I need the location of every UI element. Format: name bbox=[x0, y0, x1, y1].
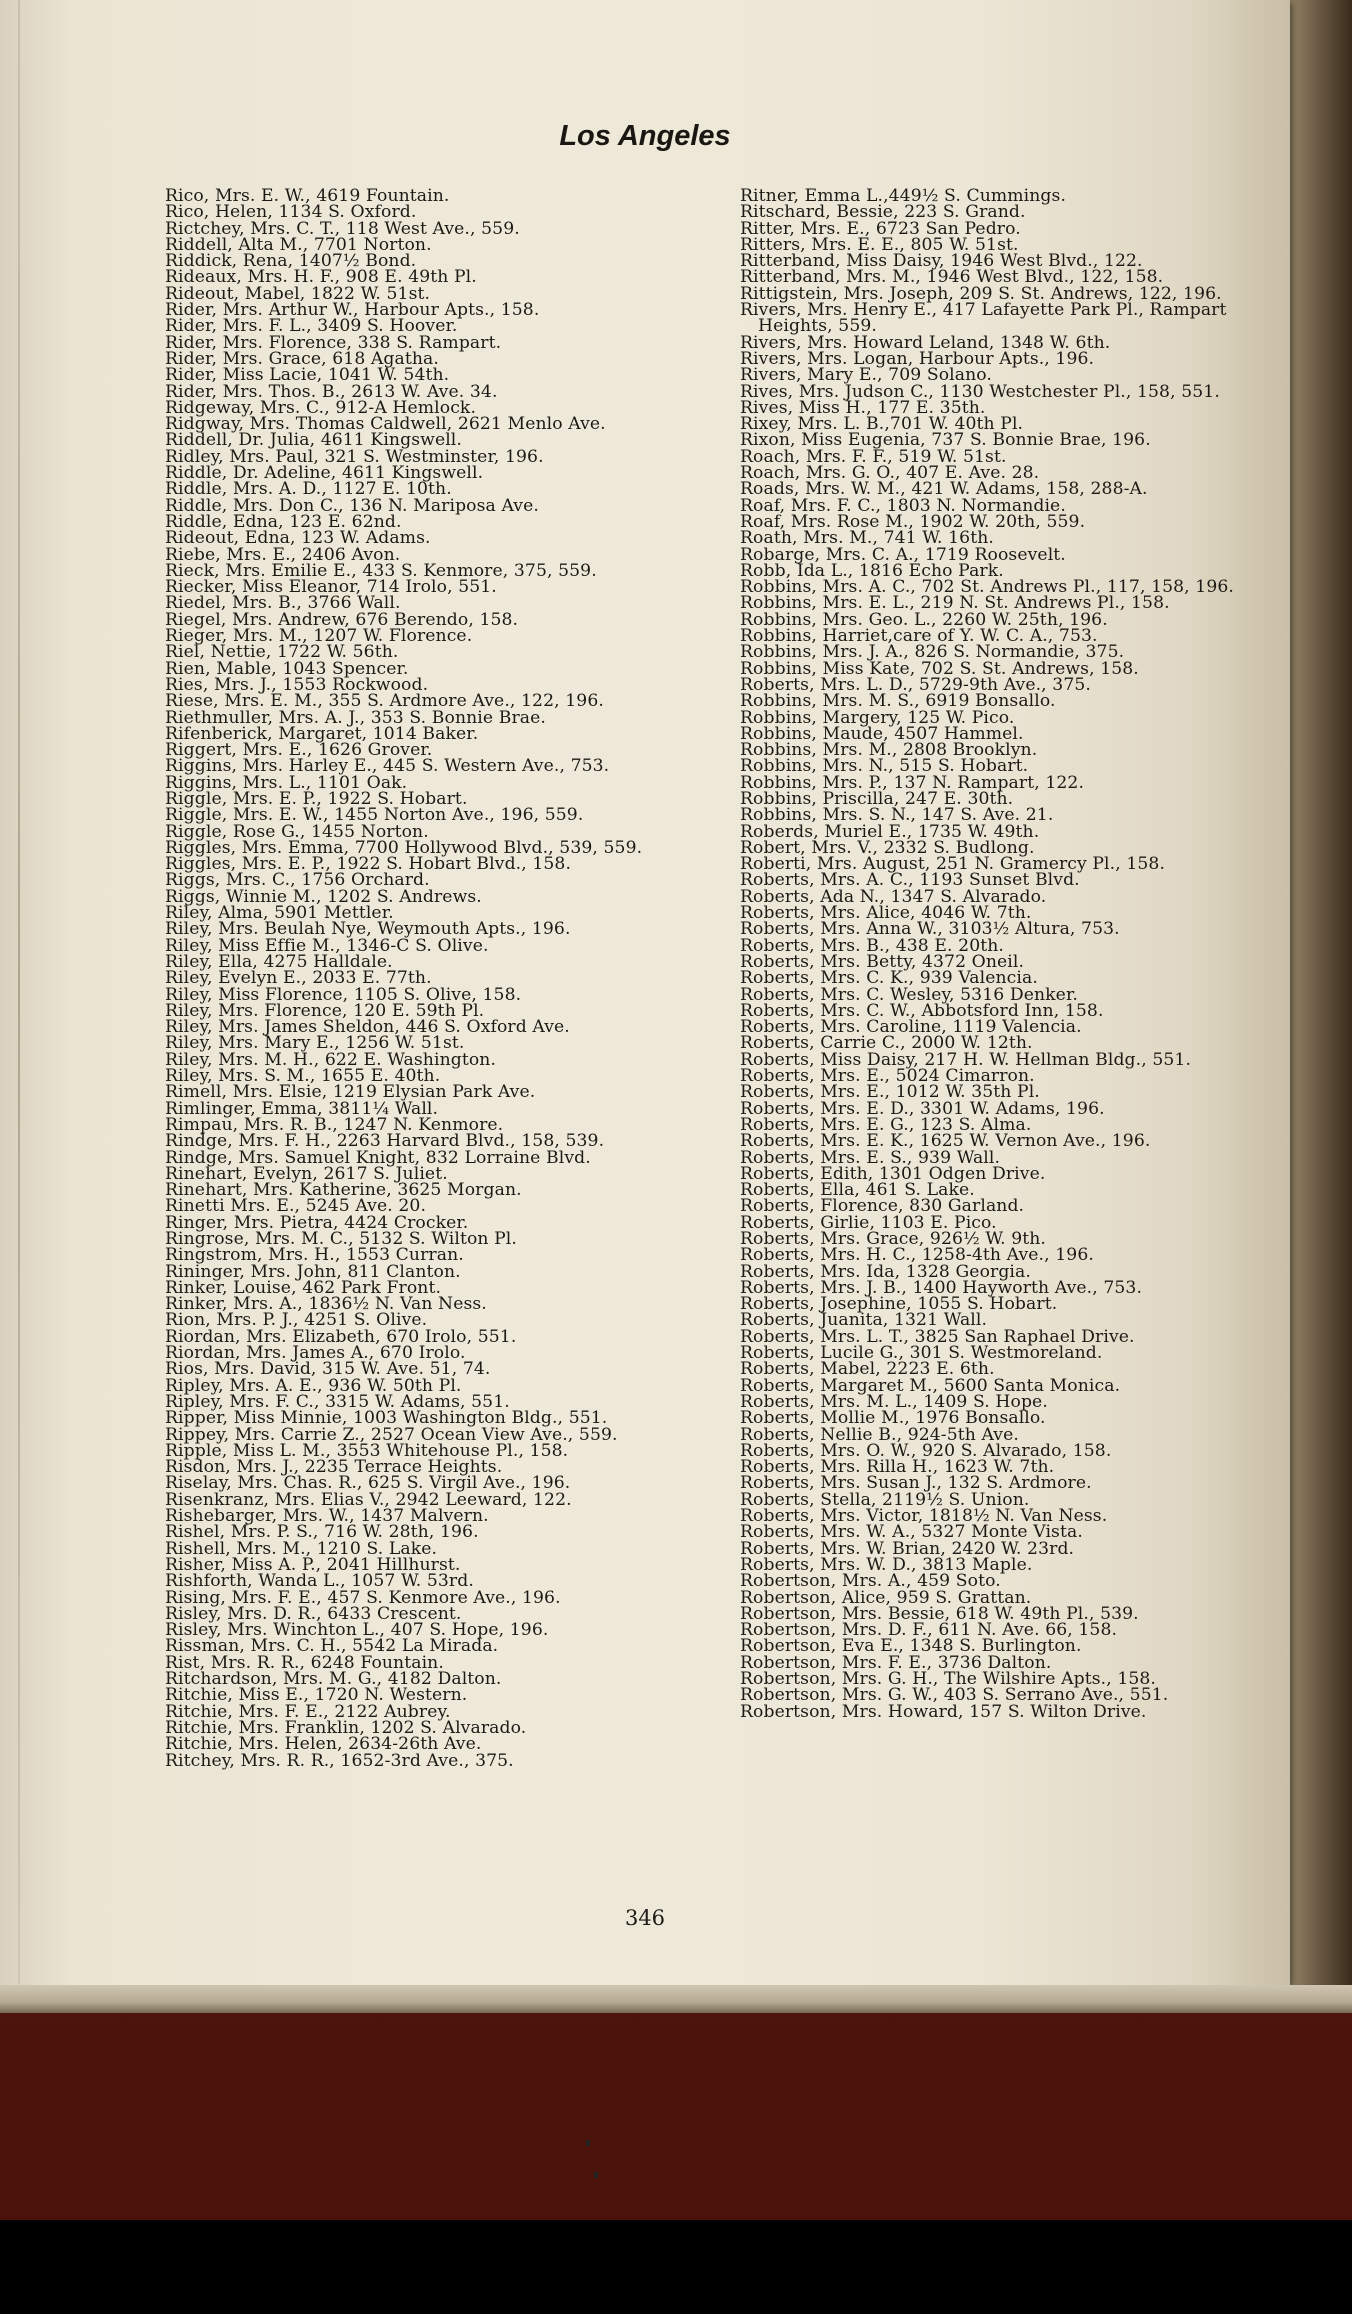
directory-entry: Rist, Mrs. R. R., 6248 Fountain. bbox=[165, 1652, 444, 1673]
directory-entry: Riddle, Mrs. A. D., 1127 E. 10th. bbox=[165, 479, 452, 500]
directory-entry: Roberts, Mrs. E., 5024 Cimarron. bbox=[740, 1066, 1035, 1087]
directory-entry: Risdon, Mrs. J., 2235 Terrace Heights. bbox=[165, 1457, 503, 1478]
directory-entry: Roath, Mrs. M., 741 W. 16th. bbox=[740, 528, 994, 549]
directory-entry: Ries, Mrs. J., 1553 Rockwood. bbox=[165, 674, 429, 695]
directory-entry: Rider, Mrs. F. L., 3409 S. Hoover. bbox=[165, 316, 458, 337]
directory-entry: Robertson, Mrs. Bessie, 618 W. 49th Pl., 539. bbox=[740, 1603, 1139, 1624]
binding-gutter bbox=[18, 0, 20, 1985]
directory-entry: Ritchardson, Mrs. M. G., 4182 Dalton. bbox=[165, 1669, 502, 1690]
directory-entry: Ritter, Mrs. E., 6723 San Pedro. bbox=[740, 218, 1021, 239]
directory-entry: Rixon, Miss Eugenia, 737 S. Bonnie Brae, 196. bbox=[740, 430, 1151, 451]
directory-entry: Riley, Evelyn E., 2033 E. 77th. bbox=[165, 968, 432, 989]
directory-entry: Roberts, Mrs. Caroline, 1119 Valencia. bbox=[740, 1017, 1082, 1038]
directory-entry: Roberts, Mrs. M. L., 1409 S. Hope. bbox=[740, 1391, 1048, 1412]
directory-entry: Robbins, Harriet,care of Y. W. C. A., 753. bbox=[740, 626, 1098, 647]
directory-entry: Ritchie, Miss E., 1720 N. Western. bbox=[165, 1685, 468, 1706]
directory-entry: Robbins, Mrs. M., 2808 Brooklyn. bbox=[740, 740, 1038, 761]
directory-entry: Roach, Mrs. F. F., 519 W. 51st. bbox=[740, 446, 1007, 467]
directory-entry: Rieck, Mrs. Emilie E., 433 S. Kenmore, 375, 559. bbox=[165, 560, 597, 581]
directory-entry: Riggle, Mrs. E. P., 1922 S. Hobart. bbox=[165, 788, 468, 809]
directory-entry: Riggles, Mrs. E. P., 1922 S. Hobart Blvd., 158. bbox=[165, 854, 572, 875]
directory-entry: Robbins, Mrs. P., 137 N. Rampart, 122. bbox=[740, 772, 1085, 793]
directory-entry: Rideout, Mabel, 1822 W. 51st. bbox=[165, 283, 431, 304]
directory-entry: Robertson, Alice, 959 S. Grattan. bbox=[740, 1587, 1032, 1608]
directory-entry: Riley, Alma, 5901 Mettler. bbox=[165, 903, 394, 924]
directory-entry: Riecker, Miss Eleanor, 714 Irolo, 551. bbox=[165, 577, 497, 598]
directory-entry: Ritters, Mrs. E. E., 805 W. 51st. bbox=[740, 234, 1019, 255]
directory-entry: Roaf, Mrs. F. C., 1803 N. Normandie. bbox=[740, 495, 1066, 516]
directory-entry: Robertson, Mrs. Howard, 157 S. Wilton Drive. bbox=[740, 1701, 1147, 1722]
page-header: Los Angeles bbox=[559, 120, 731, 152]
directory-entry: Ripper, Miss Minnie, 1003 Washington Bldg., 551. bbox=[165, 1408, 608, 1429]
directory-entry: Riegel, Mrs. Andrew, 676 Berendo, 158. bbox=[165, 609, 519, 630]
directory-entry: Riley, Mrs. S. M., 1655 E. 40th. bbox=[165, 1066, 441, 1087]
directory-entry: Riel, Nettie, 1722 W. 56th. bbox=[165, 642, 399, 663]
directory-entry: Roberts, Mrs. E., 1012 W. 35th Pl. bbox=[740, 1082, 1040, 1103]
directory-entry: Roberts, Mrs. O. W., 920 S. Alvarado, 158. bbox=[740, 1440, 1112, 1461]
directory-entry: Roberts, Mrs. L. D., 5729-9th Ave., 375. bbox=[740, 674, 1091, 695]
directory-entry: Roberts, Mrs. Betty, 4372 Oneil. bbox=[740, 951, 1025, 972]
directory-entry: Ritterband, Mrs. M., 1946 West Blvd., 122, 158. bbox=[740, 267, 1164, 288]
directory-entry: Roberts, Florence, 830 Garland. bbox=[740, 1196, 1025, 1217]
directory-entry: Riggins, Mrs. L., 1101 Oak. bbox=[165, 772, 408, 793]
directory-entry: Roberts, Carrie C., 2000 W. 12th. bbox=[740, 1033, 1033, 1054]
dust-speck bbox=[586, 2140, 590, 2146]
directory-entry: Roberts, Edith, 1301 Odgen Drive. bbox=[740, 1163, 1046, 1184]
directory-entry: Riddle, Edna, 123 E. 62nd. bbox=[165, 511, 402, 532]
directory-entry: Riordan, Mrs. James A., 670 Irolo. bbox=[165, 1343, 466, 1364]
directory-entry: Riddle, Mrs. Don C., 136 N. Mariposa Ave. bbox=[165, 495, 539, 516]
directory-entry: Robert, Mrs. V., 2332 S. Budlong. bbox=[740, 837, 1035, 858]
directory-entry: Rider, Mrs. Grace, 618 Agatha. bbox=[165, 348, 439, 369]
directory-entry: Rixey, Mrs. L. B.,701 W. 40th Pl. bbox=[740, 414, 1024, 435]
directory-entry: Rittigstein, Mrs. Joseph, 209 S. St. Andrews, 122, 196. bbox=[740, 283, 1222, 304]
directory-entry: Riddle, Dr. Adeline, 4611 Kingswell. bbox=[165, 463, 484, 484]
directory-entry: Roberts, Mrs. H. C., 1258-4th Ave., 196. bbox=[740, 1245, 1094, 1266]
directory-entry: Rideaux, Mrs. H. F., 908 E. 49th Pl. bbox=[165, 267, 477, 288]
directory-entry: Rico, Mrs. E. W., 4619 Fountain. bbox=[165, 186, 450, 206]
directory-entry: Ridgeway, Mrs. C., 912-A Hemlock. bbox=[165, 397, 477, 418]
directory-entry: Roberts, Mrs. E. D., 3301 W. Adams, 196. bbox=[740, 1098, 1105, 1119]
directory-entry: Roberts, Mrs. E. S., 939 Wall. bbox=[740, 1147, 1001, 1168]
directory-entry: Rising, Mrs. F. E., 457 S. Kenmore Ave., 196. bbox=[165, 1587, 561, 1608]
directory-entry: Ritschard, Bessie, 223 S. Grand. bbox=[740, 202, 1026, 223]
directory-entry: Robbins, Mrs. A. C., 702 St. Andrews Pl., 117, 158, 196. bbox=[740, 577, 1234, 598]
directory-entry: Ritner, Emma L.,449½ S. Cummings. bbox=[740, 186, 1067, 206]
directory-entry: Ritterband, Miss Daisy, 1946 West Blvd., 122. bbox=[740, 251, 1143, 272]
directory-entry: Riethmuller, Mrs. A. J., 353 S. Bonnie Brae. bbox=[165, 707, 546, 728]
directory-entry: Robertson, Eva E., 1348 S. Burlington. bbox=[740, 1636, 1082, 1657]
directory-entry: Roberds, Muriel E., 1735 W. 49th. bbox=[740, 821, 1040, 842]
directory-entry: Ridgway, Mrs. Thomas Caldwell, 2621 Menlo Ave. bbox=[165, 414, 606, 435]
directory-entry: Rinker, Mrs. A., 1836½ N. Van Ness. bbox=[165, 1294, 487, 1315]
directory-entry: Riggles, Mrs. Emma, 7700 Hollywood Blvd., 539, 559. bbox=[165, 837, 643, 858]
directory-entry: Riley, Miss Florence, 1105 S. Olive, 158. bbox=[165, 984, 522, 1005]
directory-entry: Rishel, Mrs. P. S., 716 W. 28th, 196. bbox=[165, 1522, 479, 1543]
directory-entry: Robbins, Mrs. Geo. L., 2260 W. 25th, 196. bbox=[740, 609, 1108, 630]
page-bottom-edge bbox=[0, 1985, 1352, 2013]
directory-entry: Roberts, Ella, 461 S. Lake. bbox=[740, 1180, 975, 1201]
directory-entry: Rien, Mable, 1043 Spencer. bbox=[165, 658, 409, 679]
directory-entry: Roach, Mrs. G. O., 407 E. Ave. 28. bbox=[740, 463, 1040, 484]
directory-entry: Roberts, Mrs. Rilla H., 1623 W. 7th. bbox=[740, 1457, 1055, 1478]
directory-entry: Rifenberick, Margaret, 1014 Baker. bbox=[165, 723, 479, 744]
directory-entry: Roberts, Mrs. B., 438 E. 20th. bbox=[740, 935, 1004, 956]
directory-entry: Riley, Mrs. Beulah Nye, Weymouth Apts., 196. bbox=[165, 919, 571, 940]
directory-entry: Robbins, Maude, 4507 Hammel. bbox=[740, 723, 1024, 744]
directory-entry: Robbins, Mrs. M. S., 6919 Bonsallo. bbox=[740, 691, 1056, 712]
directory-entry: Rimpau, Mrs. R. B., 1247 N. Kenmore. bbox=[165, 1114, 504, 1135]
directory-entry: Ripley, Mrs. A. E., 936 W. 50th Pl. bbox=[165, 1375, 462, 1396]
directory-entry: Ringstrom, Mrs. H., 1553 Curran. bbox=[165, 1245, 464, 1266]
directory-entry: Roberts, Mrs. W. A., 5327 Monte Vista. bbox=[740, 1522, 1083, 1543]
directory-entry: Rider, Mrs. Florence, 338 S. Rampart. bbox=[165, 332, 502, 353]
directory-entry: Robarge, Mrs. C. A., 1719 Roosevelt. bbox=[740, 544, 1066, 565]
directory-entry: Riordan, Mrs. Elizabeth, 670 Irolo, 551. bbox=[165, 1326, 517, 1347]
directory-entry: Roberts, Mrs. Susan J., 132 S. Ardmore. bbox=[740, 1473, 1092, 1494]
directory-entry: Ringrose, Mrs. M. C., 5132 S. Wilton Pl. bbox=[165, 1229, 517, 1249]
directory-entry: Roaf, Mrs. Rose M., 1902 W. 20th, 559. bbox=[740, 511, 1086, 532]
directory-entry: Roberts, Josephine, 1055 S. Hobart. bbox=[740, 1294, 1058, 1315]
directory-entry: Roberts, Miss Daisy, 217 H. W. Hellman Bldg., 551. bbox=[740, 1049, 1192, 1070]
directory-entry: Rimlinger, Emma, 3811¼ Wall. bbox=[165, 1098, 439, 1119]
directory-entry: Risher, Miss A. P., 2041 Hillhurst. bbox=[165, 1554, 461, 1575]
directory-entry: Robbins, Miss Kate, 702 S. St. Andrews, 158. bbox=[740, 658, 1139, 679]
directory-entry: Riselay, Mrs. Chas. R., 625 S. Virgil Ave., 196. bbox=[165, 1473, 571, 1494]
directory-entry: Roberts, Juanita, 1321 Wall. bbox=[740, 1310, 988, 1331]
directory-entry: Robertson, Mrs. A., 459 Soto. bbox=[740, 1571, 1001, 1592]
directory-entry: Riley, Mrs. Florence, 120 E. 59th Pl. bbox=[165, 1000, 485, 1021]
directory-entry: Robertson, Mrs. G. H., The Wilshire Apts., 158. bbox=[740, 1669, 1156, 1690]
directory-entry: Rinehart, Mrs. Katherine, 3625 Morgan. bbox=[165, 1180, 522, 1201]
directory-entry: Rindge, Mrs. F. H., 2263 Harvard Blvd., 158, 539. bbox=[165, 1131, 605, 1152]
directory-entry: Riggle, Mrs. E. W., 1455 Norton Ave., 196, 559. bbox=[165, 805, 584, 826]
directory-entry: Riley, Mrs. James Sheldon, 446 S. Oxford Ave. bbox=[165, 1017, 570, 1038]
directory-entry: Roberts, Mollie M., 1976 Bonsallo. bbox=[740, 1408, 1046, 1429]
directory-entry: Robbins, Mrs. J. A., 826 S. Normandie, 375. bbox=[740, 642, 1125, 663]
directory-entry: Robbins, Mrs. N., 515 S. Hobart. bbox=[740, 756, 1029, 777]
directory-entry: Rider, Miss Lacie, 1041 W. 54th. bbox=[165, 365, 450, 386]
directory-entry: Roberts, Mrs. Alice, 4046 W. 7th. bbox=[740, 903, 1032, 924]
directory-entry: Roberts, Mrs. C. W., Abbotsford Inn, 158. bbox=[740, 1000, 1104, 1021]
right-column bbox=[740, 188, 1250, 1720]
directory-entry: Rishforth, Wanda L., 1057 W. 53rd. bbox=[165, 1571, 474, 1592]
directory-entry: Rideout, Edna, 123 W. Adams. bbox=[165, 528, 431, 549]
directory-entry: Riedel, Mrs. B., 3766 Wall. bbox=[165, 593, 401, 614]
directory-entry: Rico, Helen, 1134 S. Oxford. bbox=[165, 202, 417, 223]
directory-entry: Roberts, Mabel, 2223 E. 6th. bbox=[740, 1359, 995, 1380]
directory-entry: Rives, Miss H., 177 E. 35th. bbox=[740, 397, 986, 418]
directory-entry: Riebe, Mrs. E., 2406 Avon. bbox=[165, 544, 401, 565]
directory-entry: Riggert, Mrs. E., 1626 Grover. bbox=[165, 740, 433, 761]
directory-entry: Roberts, Stella, 2119½ S. Union. bbox=[740, 1489, 1030, 1510]
directory-entry: Roberts, Lucile G., 301 S. Westmoreland. bbox=[740, 1343, 1103, 1364]
directory-entry: Robertson, Mrs. G. W., 403 S. Serrano Ave., 551. bbox=[740, 1685, 1169, 1706]
directory-entry: Rider, Mrs. Thos. B., 2613 W. Ave. 34. bbox=[165, 381, 498, 402]
directory-entry: Rimell, Mrs. Elsie, 1219 Elysian Park Ave. bbox=[165, 1082, 536, 1103]
directory-entry: Roberts, Nellie B., 924-5th Ave. bbox=[740, 1424, 1019, 1445]
directory-entry: Robb, Ida L., 1816 Echo Park. bbox=[740, 560, 1004, 581]
directory-entry: Roberts, Mrs. Grace, 926½ W. 9th. bbox=[740, 1229, 1047, 1249]
directory-entry: Roads, Mrs. W. M., 421 W. Adams, 158, 288-A. bbox=[740, 479, 1148, 500]
directory-entry: Rivers, Mary E., 709 Solano. bbox=[740, 365, 992, 386]
directory-entry: Ridley, Mrs. Paul, 321 S. Westminster, 196. bbox=[165, 446, 544, 467]
directory-entry: Roberts, Mrs. J. B., 1400 Hayworth Ave., 753. bbox=[740, 1277, 1143, 1298]
directory-entry: Riese, Mrs. E. M., 355 S. Ardmore Ave., 122, 196. bbox=[165, 691, 604, 712]
directory-entry: Roberts, Margaret M., 5600 Santa Monica. bbox=[740, 1375, 1121, 1396]
directory-entry: Roberts, Mrs. W. Brian, 2420 W. 23rd. bbox=[740, 1538, 1075, 1559]
directory-entry: Riddell, Alta M., 7701 Norton. bbox=[165, 234, 432, 255]
directory-entry: Risenkranz, Mrs. Elias V., 2942 Leeward, 122. bbox=[165, 1489, 572, 1510]
directory-entry: Rininger, Mrs. John, 811 Clanton. bbox=[165, 1261, 461, 1282]
directory-entry: Robertson, Mrs. D. F., 611 N. Ave. 66, 158. bbox=[740, 1620, 1118, 1641]
directory-entry: Rinehart, Evelyn, 2617 S. Juliet. bbox=[165, 1163, 448, 1184]
directory-entry: Risley, Mrs. Winchton L., 407 S. Hope, 196. bbox=[165, 1620, 549, 1641]
directory-entry: Roberts, Mrs. A. C., 1193 Sunset Blvd. bbox=[740, 870, 1080, 891]
directory-entry: Roberts, Ada N., 1347 S. Alvarado. bbox=[740, 886, 1047, 907]
directory-entry: Rion, Mrs. P. J., 4251 S. Olive. bbox=[165, 1310, 428, 1331]
directory-entry: Rinker, Louise, 462 Park Front. bbox=[165, 1277, 442, 1298]
directory-entry: Robbins, Mrs. S. N., 147 S. Ave. 21. bbox=[740, 805, 1054, 826]
directory-entry: Rives, Mrs. Judson C., 1130 Westchester Pl., 158, 551. bbox=[740, 381, 1220, 402]
directory-entry: Roberts, Mrs. W. D., 3813 Maple. bbox=[740, 1554, 1033, 1575]
directory-entry: Roberts, Mrs. Ida, 1328 Georgia. bbox=[740, 1261, 1031, 1282]
page-number: 346 bbox=[624, 1906, 666, 1930]
directory-entry: Riddick, Rena, 1407½ Bond. bbox=[165, 251, 417, 272]
directory-entry: Roberts, Mrs. C. K., 939 Valencia. bbox=[740, 968, 1038, 989]
directory-entry: Roberts, Mrs. E. G., 123 S. Alma. bbox=[740, 1114, 1032, 1135]
directory-entry: Rindge, Mrs. Samuel Knight, 832 Lorraine Blvd. bbox=[165, 1147, 591, 1168]
directory-entry: Rippey, Mrs. Carrie Z., 2527 Ocean View Ave., 559. bbox=[165, 1424, 618, 1445]
directory-entry: Rictchey, Mrs. C. T., 118 West Ave., 559. bbox=[165, 218, 520, 239]
directory-entry: Rivers, Mrs. Henry E., 417 Lafayette Park Pl., Rampart Heights, 559. bbox=[740, 300, 1227, 337]
directory-entry: Riggs, Winnie M., 1202 S. Andrews. bbox=[165, 886, 482, 907]
dark-background-strip bbox=[0, 2220, 1352, 2314]
directory-entry: Rios, Mrs. David, 315 W. Ave. 51, 74. bbox=[165, 1359, 491, 1380]
directory-entry: Riddell, Dr. Julia, 4611 Kingswell. bbox=[165, 430, 462, 451]
directory-entry: Riggs, Mrs. C., 1756 Orchard. bbox=[165, 870, 430, 891]
directory-entry: Rinetti Mrs. E., 5245 Ave. 20. bbox=[165, 1196, 427, 1217]
directory-entry: Ripple, Miss L. M., 3553 Whitehouse Pl., 158. bbox=[165, 1440, 569, 1461]
directory-entry: Rissman, Mrs. C. H., 5542 La Mirada. bbox=[165, 1636, 499, 1657]
directory-entry: Risley, Mrs. D. R., 6433 Crescent. bbox=[165, 1603, 462, 1624]
directory-entry: Rieger, Mrs. M., 1207 W. Florence. bbox=[165, 626, 473, 647]
directory-entry: Rivers, Mrs. Howard Leland, 1348 W. 6th. bbox=[740, 332, 1111, 353]
directory-entry: Roberts, Girlie, 1103 E. Pico. bbox=[740, 1212, 997, 1233]
directory-entry: Roberti, Mrs. August, 251 N. Gramercy Pl., 158. bbox=[740, 854, 1166, 875]
directory-entry: Roberts, Mrs. E. K., 1625 W. Vernon Ave., 196. bbox=[740, 1131, 1151, 1152]
directory-entry: Riggle, Rose G., 1455 Norton. bbox=[165, 821, 429, 842]
directory-entry: Riley, Miss Effie M., 1346-C S. Olive. bbox=[165, 935, 489, 956]
directory-entry: Rivers, Mrs. Logan, Harbour Apts., 196. bbox=[740, 348, 1095, 369]
directory-entry: Ripley, Mrs. F. C., 3315 W. Adams, 551. bbox=[165, 1391, 510, 1412]
directory-entry: Robbins, Priscilla, 247 E. 30th. bbox=[740, 788, 1014, 809]
directory-entry: Rishebarger, Mrs. W., 1437 Malvern. bbox=[165, 1506, 489, 1527]
directory-entry: Riggins, Mrs. Harley E., 445 S. Western Ave., 753. bbox=[165, 756, 610, 777]
directory-entry: Ritchie, Mrs. Franklin, 1202 S. Alvarado. bbox=[165, 1717, 527, 1738]
directory-entry: Robbins, Mrs. E. L., 219 N. St. Andrews Pl., 158. bbox=[740, 593, 1170, 614]
directory-entry: Robertson, Mrs. F. E., 3736 Dalton. bbox=[740, 1652, 1052, 1673]
directory-entry: Riley, Mrs. Mary E., 1256 W. 51st. bbox=[165, 1033, 465, 1054]
directory-entry: Ritchey, Mrs. R. R., 1652-3rd Ave., 375. bbox=[165, 1750, 514, 1771]
directory-entry: Roberts, Mrs. Anna W., 3103½ Altura, 753. bbox=[740, 919, 1120, 940]
directory-entry: Ritchie, Mrs. Helen, 2634-26th Ave. bbox=[165, 1734, 482, 1755]
directory-entry: Roberts, Mrs. Victor, 1818½ N. Van Ness. bbox=[740, 1506, 1108, 1527]
directory-entry: Riley, Ella, 4275 Halldale. bbox=[165, 951, 393, 972]
directory-entry: Ringer, Mrs. Pietra, 4424 Crocker. bbox=[165, 1212, 469, 1233]
directory-entry: Ritchie, Mrs. F. E., 2122 Aubrey. bbox=[165, 1701, 451, 1722]
directory-entry: Roberts, Mrs. C. Wesley, 5316 Denker. bbox=[740, 984, 1078, 1005]
directory-entry: Roberts, Mrs. L. T., 3825 San Raphael Drive. bbox=[740, 1326, 1135, 1347]
directory-entry: Robbins, Margery, 125 W. Pico. bbox=[740, 707, 1015, 728]
directory-entry: Rider, Mrs. Arthur W., Harbour Apts., 158. bbox=[165, 300, 540, 321]
left-column bbox=[165, 188, 735, 1769]
directory-entry: Riley, Mrs. M. H., 622 E. Washington. bbox=[165, 1049, 497, 1070]
directory-entry: Rishell, Mrs. M., 1210 S. Lake. bbox=[165, 1538, 438, 1559]
dust-speck bbox=[594, 2172, 598, 2178]
